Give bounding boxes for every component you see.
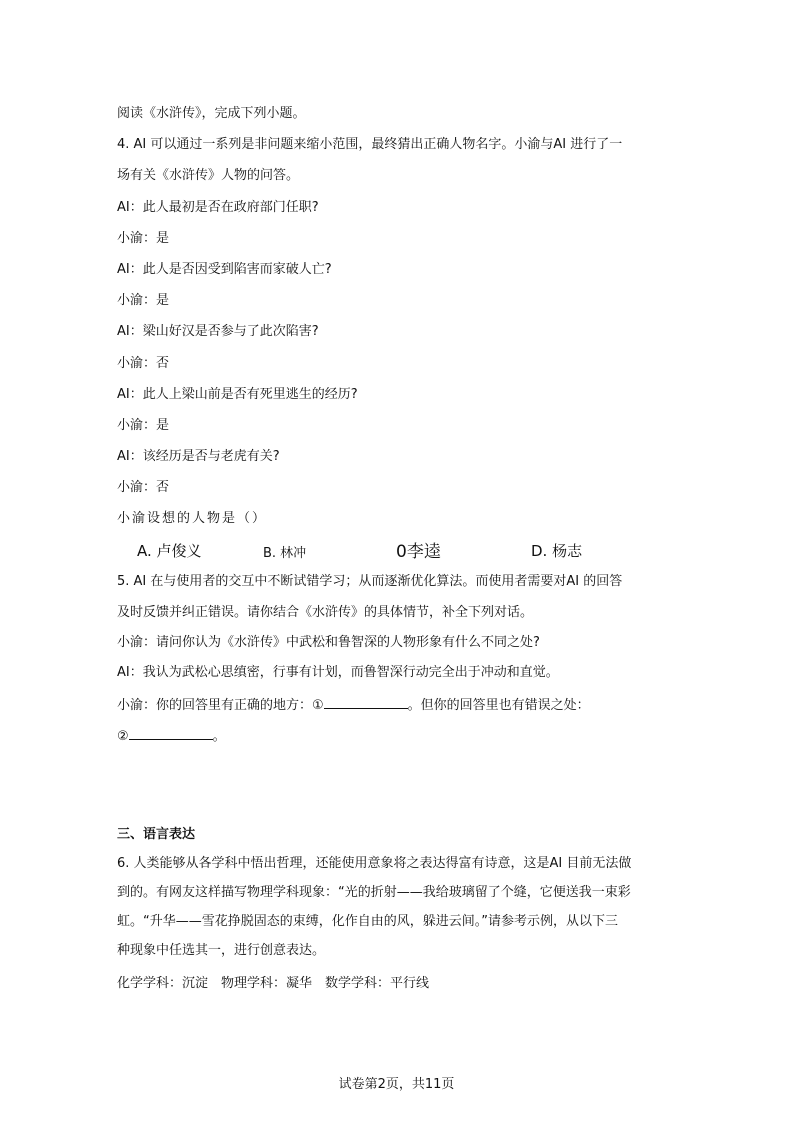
dialogue-line: 小渝：否 (117, 356, 170, 371)
q4-question: 小渝设想的人物是（） (117, 511, 268, 526)
option-d[interactable]: D. 杨志 (531, 542, 583, 560)
dialogue-line: AI：该经历是否与老虎有关? (117, 449, 280, 464)
q5-answer-line2 (117, 727, 226, 746)
q5-answer-line1 (117, 696, 590, 715)
section-title: 三、语言表达 (117, 827, 196, 842)
q4-stem-line1: 4. AI 可以通过一系列是非问题来缩小范围，最终猜出正确人物名字。小渝与AI 进行了一 (117, 137, 623, 152)
reading-intro: 阅读《水浒传》，完成下列小题。 (117, 106, 306, 121)
q5-answer-marker: ② (117, 729, 129, 744)
q5-dialogue-line: AI：我认为武松心思缜密，行事有计划，而鲁智深行动完全出于冲动和直觉。 (117, 665, 559, 680)
q6-stem-line3: 虹。“升华——雪花挣脱固态的束缚，化作自由的风，躲进云间。”请参考示例，从以下三 (117, 914, 618, 929)
q5-stem-line1: 5. AI 在与使用者的交互中不断试错学习；从而逐渐优化算法。而使用者需要对AI 的回答 (117, 574, 623, 589)
option-b[interactable]: B. 林冲 (263, 546, 307, 561)
q6-topics: 化学学科：沉淀 物理学科：凝华 数学学科：平行线 (117, 976, 430, 991)
q5-answer-end: 。 (212, 729, 226, 744)
q6-stem-line2: 到的。有网友这样描写物理学科现象：“光的折射——我给玻璃留了个缝，它便送我一束彩 (117, 885, 631, 900)
q5-answer-prompt: 小渝：你的回答里有正确的地方：① (117, 698, 324, 713)
page-footer: 试卷第2页，共11页 (338, 1077, 455, 1092)
dialogue-line: 小渝：是 (117, 293, 170, 308)
dialogue-line: AI：梁山好汉是否参与了此次陷害? (117, 324, 319, 339)
q4-stem-line2: 场有关《水浒传》人物的问答。 (117, 168, 300, 183)
dialogue-line: 小渝：否 (117, 480, 170, 495)
q5-stem-line2: 及时反馈并纠正错误。请你结合《水浒传》的具体情节，补全下列对话。 (117, 605, 534, 620)
answer-blank-1[interactable] (324, 696, 408, 709)
q6-stem-line1: 6. 人类能够从各学科中悟出哲理，还能使用意象将之表达得富有诗意，这是AI 目前无法做 (117, 856, 632, 871)
q6-stem-line4: 种现象中任选其一，进行创意表达。 (117, 943, 326, 958)
option-a[interactable]: A. 卢俊义 (137, 542, 202, 560)
q4-options (0, 540, 793, 564)
dialogue-line: AI：此人上梁山前是否有死里逃生的经历? (117, 387, 358, 402)
q5-answer-mid: 。但你的回答里也有错误之处： (407, 698, 590, 713)
dialogue-line: 小渝：是 (117, 418, 170, 433)
answer-blank-2[interactable] (129, 727, 213, 740)
dialogue-line: AI：此人是否因受到陷害而家破人亡? (117, 262, 332, 277)
option-c[interactable]: 0李逵 (396, 542, 441, 562)
q5-dialogue-line: 小渝：请问你认为《水浒传》中武松和鲁智深的人物形象有什么不同之处? (117, 635, 540, 650)
dialogue-line: AI：此人最初是否在政府部门任职? (117, 200, 319, 215)
dialogue-line: 小渝：是 (117, 231, 170, 246)
